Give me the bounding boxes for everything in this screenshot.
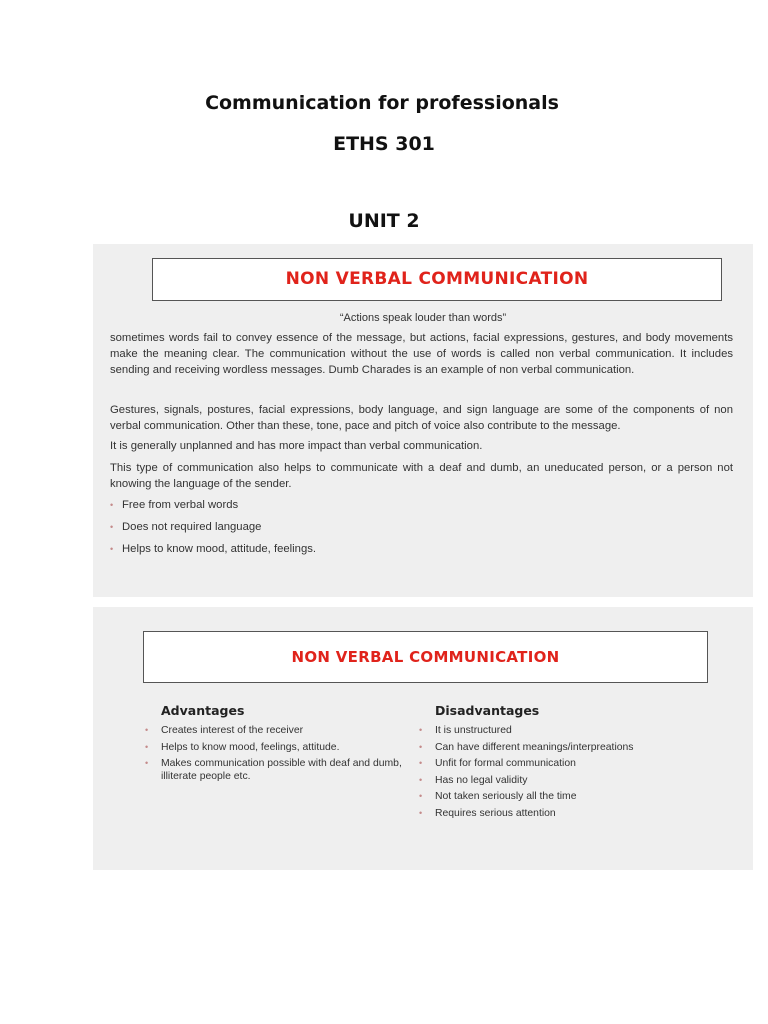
slide-nonverbal-intro <box>93 244 753 597</box>
bullet-icon: • <box>419 741 423 752</box>
list-item: • Helps to know mood, attitude, feelings. <box>110 543 317 555</box>
list-item: • Helps to know mood, feelings, attitude. <box>145 741 340 753</box>
paragraph-definition: sometimes words fail to convey essence of the message, but actions, facial expressions, gestures, and body movements make the meaning clear. The communication without the use of words is called non verbal communication. It includes sending and receiving wordless messages. Dumb Charades is an example of non verbal communication. <box>110 332 733 376</box>
disadvantages-column <box>419 703 719 823</box>
disadvantages-list <box>419 724 719 820</box>
bullet-icon: • <box>110 522 114 532</box>
list-item: • Makes communication possible with deaf and dumb, illiterate people etc. <box>145 758 402 782</box>
bullet-icon: • <box>419 758 423 768</box>
list-item: • It is unstructured <box>419 725 512 736</box>
disadvantages-heading: Disadvantages <box>435 703 540 718</box>
paragraph-usage: This type of communication also helps to communicate with a deaf and dumb, an uneducated person, or a person not knowing the language of the sender. <box>110 462 733 490</box>
slide-advantages-disadvantages <box>93 607 753 870</box>
list-item: • Free from verbal words <box>110 499 239 511</box>
bullet-icon: • <box>110 544 114 554</box>
paragraph-impact: It is generally unplanned and has more impact than verbal communication. <box>110 440 483 452</box>
bullet-icon: • <box>145 758 149 768</box>
slide-quote: “Actions speak louder than words” <box>339 312 507 324</box>
document-title: Communication for professionals <box>205 92 559 114</box>
list-item: • Unfit for formal communication <box>419 758 576 769</box>
advantages-column <box>145 703 425 787</box>
bullet-icon: • <box>419 725 423 735</box>
feature-list <box>110 497 316 563</box>
list-item: • Does not required language <box>110 521 262 533</box>
list-item: • Can have different meanings/interpreations <box>419 741 634 753</box>
bullet-icon: • <box>419 807 423 818</box>
list-item: • Has no legal validity <box>419 774 528 786</box>
slide-banner: NON VERBAL COMMUNICATION <box>152 258 722 301</box>
list-item: • Not taken seriously all the time <box>419 791 577 802</box>
bullet-icon: • <box>419 774 423 785</box>
advantages-list <box>145 724 425 783</box>
list-item: • Creates interest of the receiver <box>145 725 304 736</box>
slide-banner: NON VERBAL COMMUNICATION <box>143 631 708 683</box>
course-code: ETHS 301 <box>333 133 435 155</box>
bullet-icon: • <box>110 500 114 510</box>
list-item: • Requires serious attention <box>419 807 556 819</box>
unit-heading: UNIT 2 <box>348 210 420 232</box>
bullet-icon: • <box>145 741 149 752</box>
paragraph-components: Gestures, signals, postures, facial expressions, body language, and sign language are some of the components of non verbal communication. Other than these, tone, pace and pitch of voice also contribute to the message. <box>110 404 733 432</box>
advantages-heading: Advantages <box>161 703 245 718</box>
bullet-icon: • <box>419 791 423 801</box>
bullet-icon: • <box>145 725 149 735</box>
